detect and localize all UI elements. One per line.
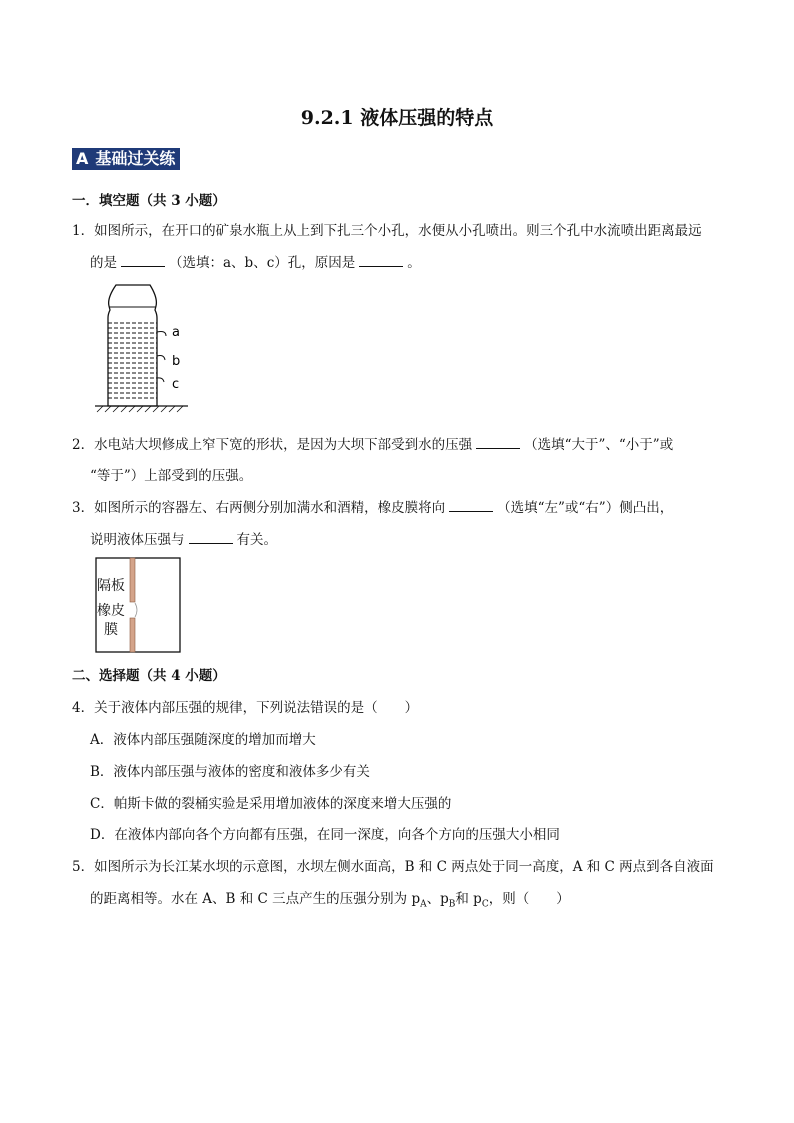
membrane-label-1: 橡皮 — [97, 603, 125, 619]
partition-label: 隔板 — [97, 578, 125, 594]
q1-line1: 1．如图所示，在开口的矿泉水瓶上从上到下扎三个小孔，水便从小孔喷出。则三个孔中水流喷出距离最远 — [72, 223, 702, 239]
q1-text-a: 的是 — [90, 255, 117, 271]
q5-sub-b: B — [448, 899, 456, 910]
q3-text-a: 3．如图所示的容器左、右两侧分别加满水和酒精，橡皮膜将向 — [72, 500, 446, 516]
q1-blank-2 — [359, 254, 403, 267]
q2-blank — [476, 436, 520, 449]
q5-sep-2: 和 p — [455, 891, 482, 907]
q1-text-c: 。 — [407, 255, 421, 271]
q4-stem: 4．关于液体内部压强的规律，下列说法错误的是（ ） — [72, 700, 419, 716]
q3-blank-2 — [189, 531, 233, 544]
part1-heading: 一．填空题（共 3 小题） — [72, 193, 226, 209]
q2-line1 — [72, 433, 673, 453]
q2-line2: “等于”）上部受到的压强。 — [90, 468, 253, 484]
q2-text-a: 2．水电站大坝修成上窄下宽的形状，是因为大坝下部受到水的压强 — [72, 437, 473, 453]
container-figure — [94, 553, 184, 653]
q5-sub-c: C — [481, 899, 489, 910]
membrane-label-2: 膜 — [104, 622, 118, 638]
q4-option-c: C．帕斯卡做的裂桶实验是采用增加液体的深度来增大压强的 — [90, 796, 452, 812]
q3-blank-1 — [449, 499, 493, 512]
hole-label-b: b — [172, 354, 181, 369]
q1-blank-1 — [121, 254, 165, 267]
q2-text-b: （选填“大于”、“小于”或 — [524, 437, 674, 453]
section-a-badge — [72, 148, 180, 170]
q3-text-d: 有关。 — [236, 532, 277, 548]
q5-text-a: 的距离相等。水在 A、B 和 C 三点产生的压强分别为 p — [90, 891, 421, 907]
q5-sub-a: A — [420, 899, 427, 910]
q5-text-end: ，则（ ） — [488, 891, 570, 907]
q5-sep-1: 、p — [426, 891, 449, 907]
q1-line2 — [90, 251, 421, 271]
q3-line1 — [72, 496, 673, 516]
q5-line2 — [90, 887, 570, 910]
q3-text-c: 说明液体压强与 — [90, 532, 185, 548]
q4-option-d: D．在液体内部向各个方向都有压强，在同一深度，向各个方向的压强大小相同 — [90, 827, 560, 843]
page-title: 9.2.1 液体压强的特点 — [300, 107, 494, 129]
q4-option-b: B．液体内部压强与液体的密度和液体多少有关 — [90, 764, 370, 780]
section-label: 基础过关练 — [95, 149, 176, 168]
q4-option-a: A．液体内部压强随深度的增加而增大 — [90, 732, 316, 748]
q3-line2 — [90, 528, 277, 548]
q3-text-b: （选填“左”或“右”）侧凸出， — [497, 500, 674, 516]
q1-text-b: （选填：a、b、c）孔，原因是 — [169, 255, 356, 271]
part2-heading: 二、选择题（共 4 小题） — [72, 668, 226, 684]
q5-line1: 5．如图所示为长江某水坝的示意图，水坝左侧水面高，B 和 C 两点处于同一高度，A 和 C 两点到各自液面 — [72, 859, 714, 875]
hole-label-c: c — [172, 377, 180, 392]
bottle-figure — [90, 280, 200, 415]
hole-label-a: a — [172, 325, 180, 340]
section-letter: A — [76, 149, 89, 168]
